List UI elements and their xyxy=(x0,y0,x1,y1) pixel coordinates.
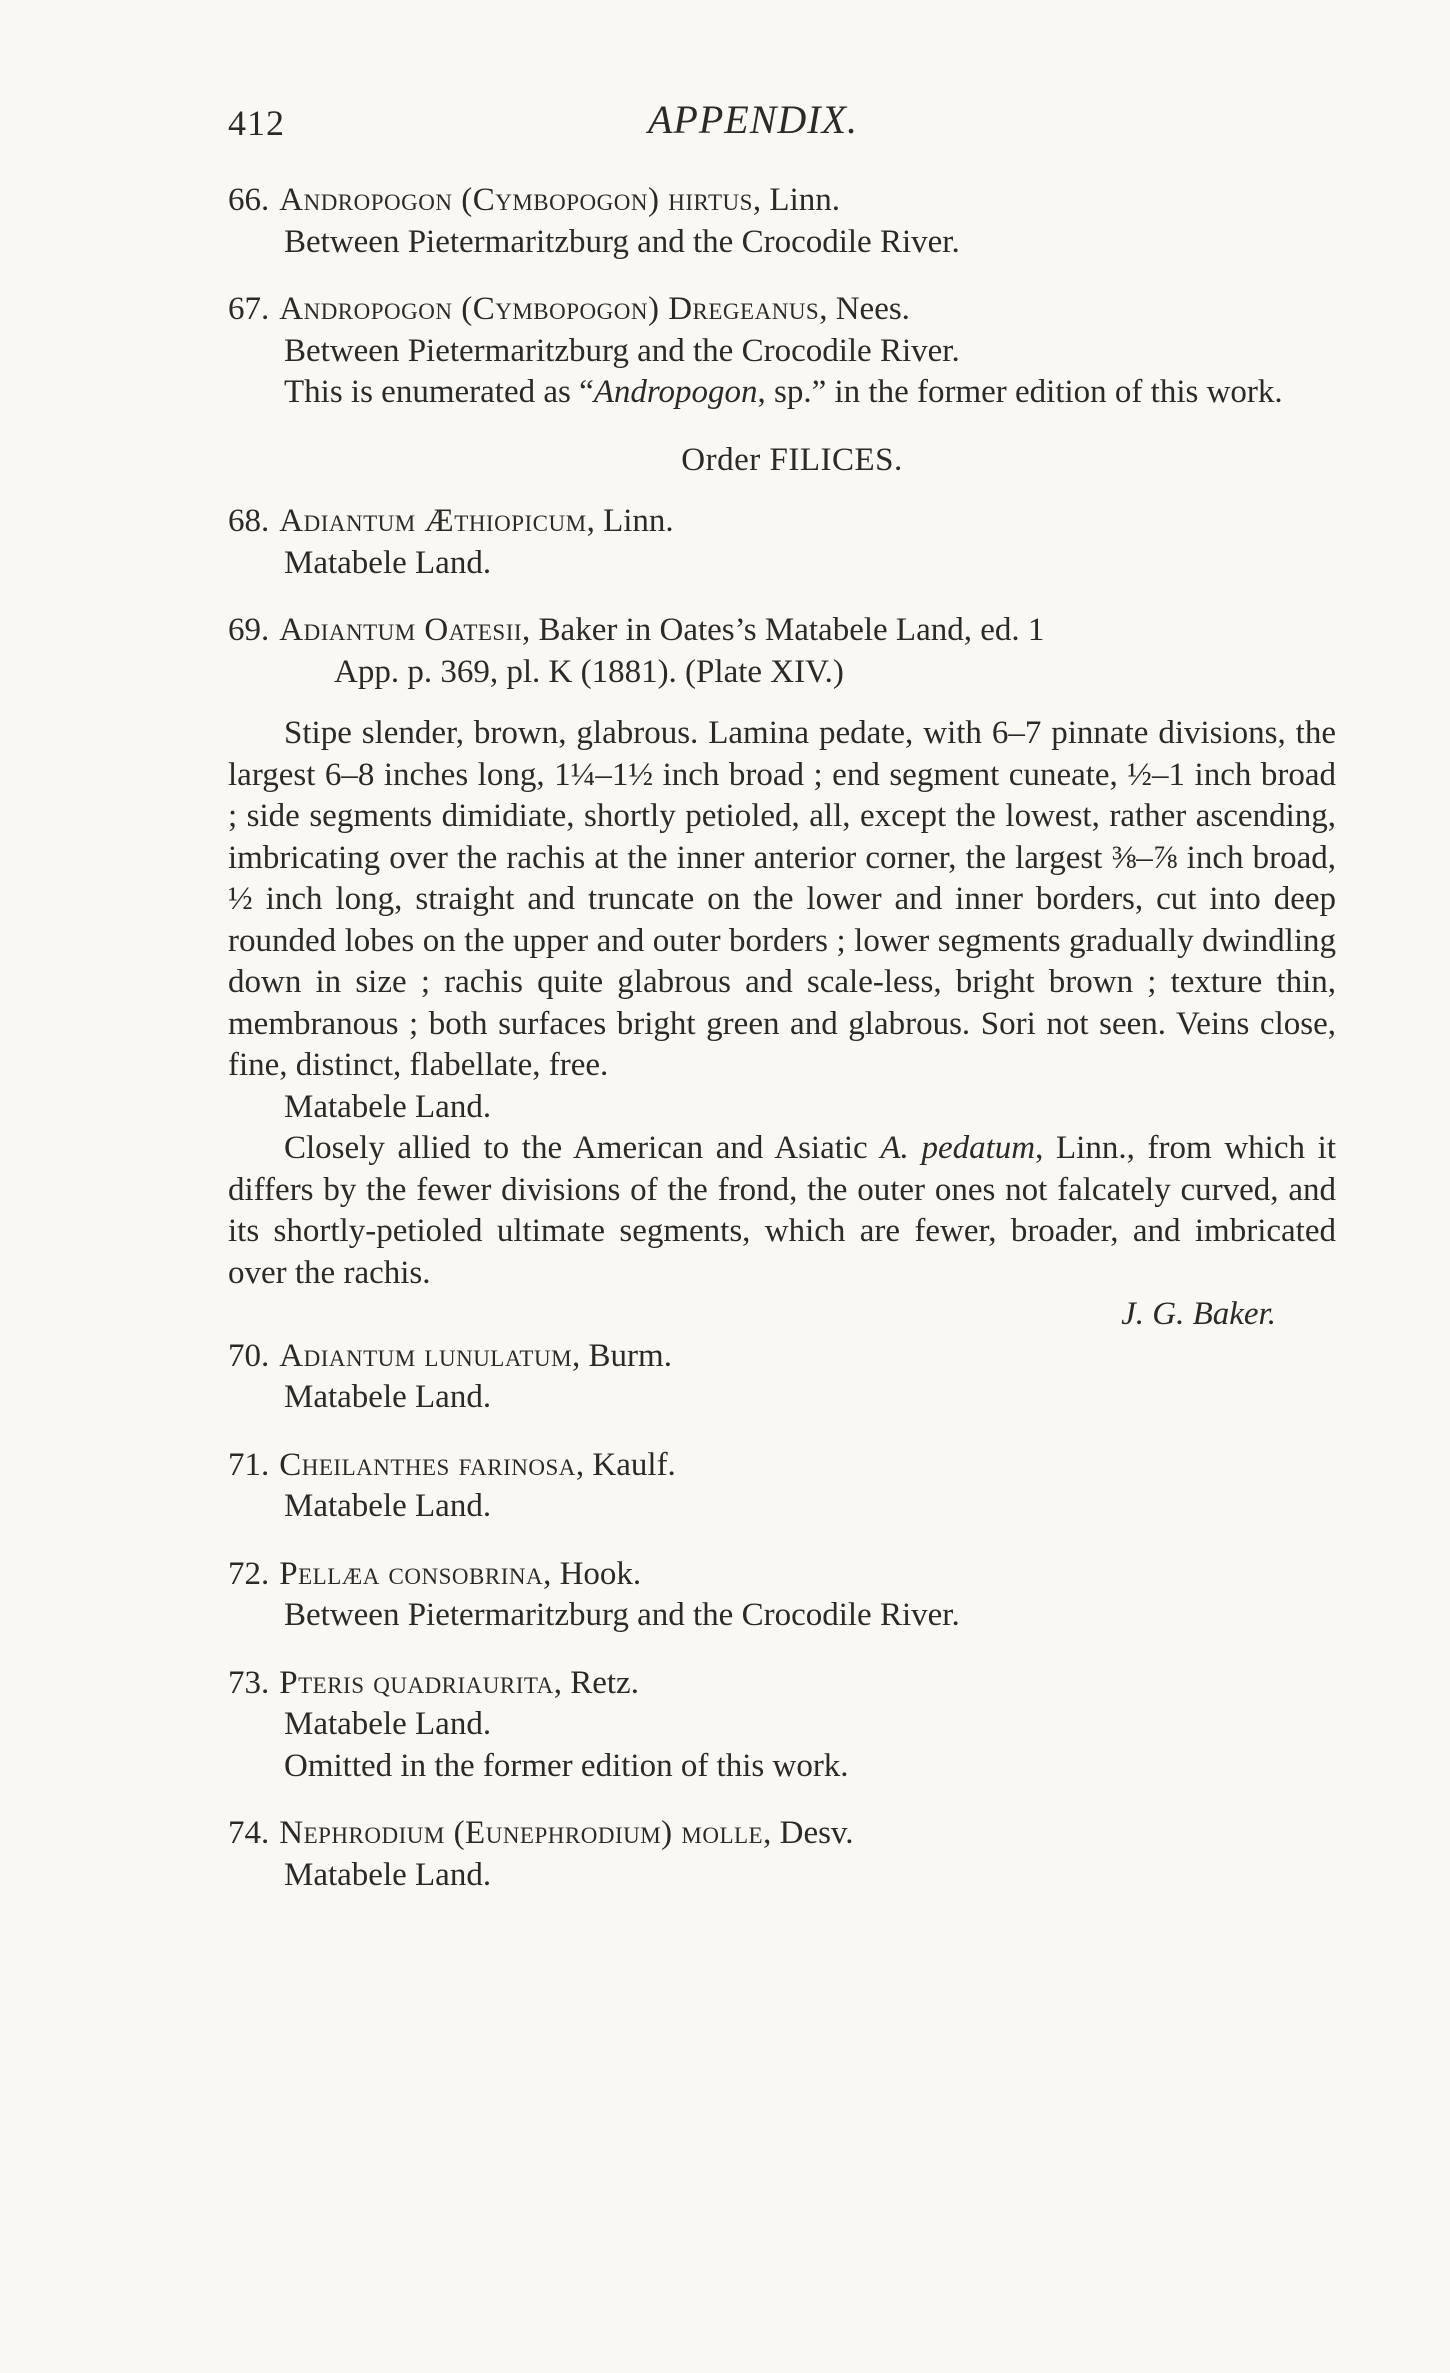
note-text: , sp.” in the former edition of this work. xyxy=(757,374,1283,410)
species-name: Pteris quadriaurita xyxy=(279,1664,554,1701)
species-authority: , Desv. xyxy=(763,1815,854,1851)
species-name: Adiantum lunulatum xyxy=(279,1337,573,1374)
entry-number: 67. xyxy=(228,291,270,327)
entry-69-reference: App. p. 369, pl. K (1881). (Plate XIV.) xyxy=(334,653,844,690)
author-signature: J. G. Baker. xyxy=(1121,1296,1276,1332)
entry-number: 73. xyxy=(228,1664,270,1701)
remark-species: A. pedatum xyxy=(880,1130,1036,1166)
entry-68-locality: Matabele Land. xyxy=(284,544,492,581)
entry-67-heading xyxy=(228,289,1336,331)
entry-67-note xyxy=(228,372,1336,414)
page-body xyxy=(228,180,1336,1896)
entry-68-heading xyxy=(228,501,1336,543)
page-number: 412 xyxy=(228,103,285,143)
entry-71-locality: Matabele Land. xyxy=(284,1488,492,1524)
entry-69-description: Stipe slender, brown, glabrous. Lamina pedate, with 6–7 pinnate divisions, the largest 6–8 inches long, 1¼–1½ inch broad ; end segment cuneate, ½–1 inch broad ; side segments dimidiate, shortly petioled, all, except the lowest, rather ascending, imbricating over the rachis at the inner anterior corner, the largest ⅜–⅞ inch broad, ½ inch long, straight and truncate on the lower and inner borders, cut into deep rounded lobes on the upper and outer borders ; lower segments gradually dwindling down in size ; rachis quite glabrous and scale-less, bright brown ; texture thin, membranous ; both surfaces bright green and glabrous. Sori not seen. Veins close, fine, distinct, flabellate, free. xyxy=(228,715,1336,1083)
species-name: Adiantum Æthiopicum xyxy=(279,503,587,539)
note-genus: Andropogon xyxy=(593,374,758,410)
species-authority: , Burm. xyxy=(572,1337,672,1374)
entry-71-heading xyxy=(228,1445,1336,1487)
entry-67-locality: Between Pietermaritzburg and the Crocodile River. xyxy=(284,332,960,369)
entry-72-locality: Between Pietermaritzburg and the Crocodile River. xyxy=(284,1597,960,1633)
entry-70-heading xyxy=(228,1336,1336,1378)
species-authority: , Retz. xyxy=(553,1664,639,1701)
species-name: Andropogon (Cymbopogon) Dregeanus xyxy=(279,291,820,327)
entry-73-locality: Matabele Land. xyxy=(284,1706,492,1742)
species-authority: , Baker in Oates’s Matabele Land, ed. 1 xyxy=(522,612,1045,648)
species-authority: , Kaulf. xyxy=(575,1446,676,1483)
entry-69-heading xyxy=(228,610,1336,652)
entry-66-locality: Between Pietermaritzburg and the Crocodile River. xyxy=(284,223,960,260)
entry-66-heading xyxy=(228,180,1336,222)
species-name: Cheilanthes farinosa xyxy=(279,1446,576,1483)
species-name: Adiantum Oatesii xyxy=(279,612,523,648)
species-authority: , Nees. xyxy=(819,291,910,327)
entry-73-note: Omitted in the former edition of this work. xyxy=(284,1747,849,1784)
entry-74-heading xyxy=(228,1813,1336,1855)
running-head: APPENDIX. xyxy=(648,97,859,142)
note-text: This is enumerated as “ xyxy=(284,374,594,410)
entry-69-locality: Matabele Land. xyxy=(284,1088,492,1125)
entry-number: 72. xyxy=(228,1555,270,1592)
entry-number: 71. xyxy=(228,1446,270,1483)
page-header xyxy=(228,96,1336,156)
entry-number: 68. xyxy=(228,503,270,539)
entry-number: 70. xyxy=(228,1337,270,1374)
entry-69-remark xyxy=(228,1128,1336,1294)
species-authority: , Linn. xyxy=(752,182,840,218)
entry-number: 74. xyxy=(228,1815,270,1851)
remark-text: , Linn., from which it differs by the fewer divisions of the frond, the outer ones not falcately curved, and its shortly-petioled ultimate segments, which are fewer, broader, and imbricated over the rachis. xyxy=(228,1130,1336,1291)
order-heading: Order FILICES. xyxy=(681,441,903,478)
entry-72-heading xyxy=(228,1554,1336,1596)
entry-74-locality: Matabele Land. xyxy=(284,1856,492,1893)
entry-number: 66. xyxy=(228,182,270,218)
species-authority: , Linn. xyxy=(586,503,674,539)
species-name: Nephrodium (Eunephrodium) molle xyxy=(279,1815,764,1851)
entry-70-locality: Matabele Land. xyxy=(284,1379,492,1415)
species-authority: , Hook. xyxy=(543,1555,642,1592)
species-name: Andropogon (Cymbopogon) hirtus xyxy=(279,182,753,218)
species-name: Pellæa consobrina xyxy=(279,1555,544,1592)
entry-73-heading xyxy=(228,1663,1336,1705)
entry-number: 69. xyxy=(228,612,270,648)
remark-text: Closely allied to the American and Asiatic xyxy=(284,1130,881,1166)
